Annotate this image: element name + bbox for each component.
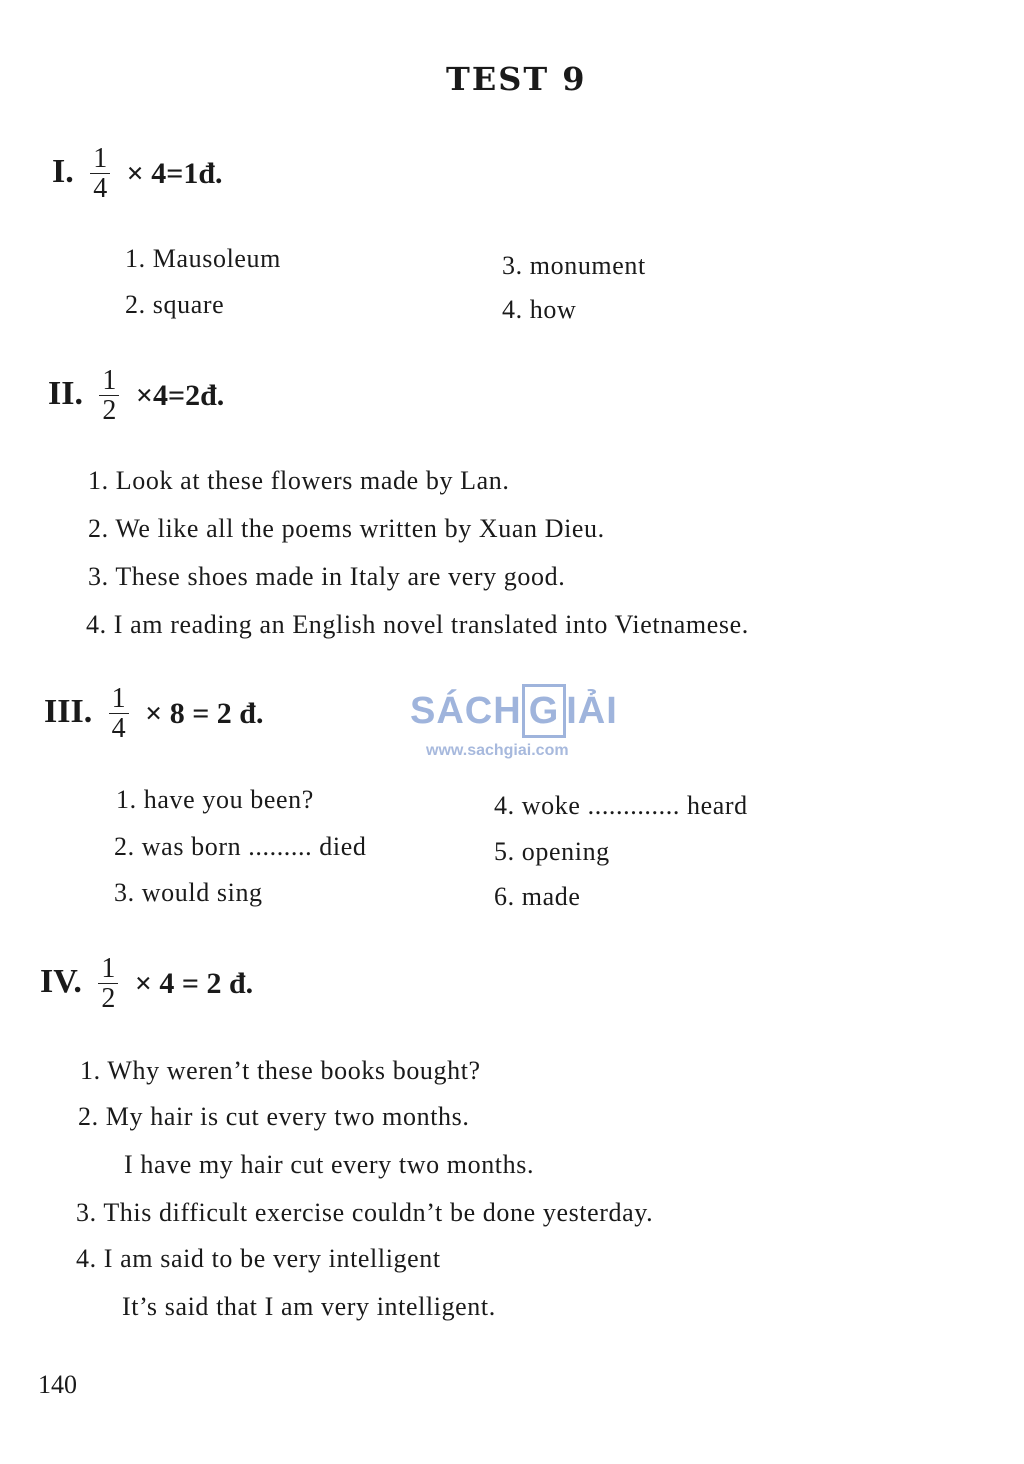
section-4-item: 3. This difficult exercise couldn’t be done yesterday.	[76, 1198, 654, 1227]
section-2-item: 4. I am reading an English novel translated into Vietnamese.	[86, 610, 749, 639]
section-4-item: I have my hair cut every two months.	[124, 1150, 535, 1179]
section-3-frac-numerator: 1	[109, 684, 129, 714]
section-3-heading	[44, 684, 263, 744]
section-2-heading	[48, 366, 224, 426]
section-1-item: 3. monument	[502, 251, 646, 280]
section-3-frac-denominator: 4	[111, 713, 126, 745]
section-1-item: 2. square	[125, 290, 225, 319]
section-3-item: 4. woke ............. heard	[494, 791, 748, 820]
section-3-item: 2. was born ......... died	[114, 832, 367, 861]
section-4-roman: IV.	[40, 962, 82, 1000]
section-2-fraction	[99, 366, 119, 426]
section-2-item: 1. Look at these flowers made by Lan.	[88, 466, 510, 495]
section-1-item: 1. Mausoleum	[125, 244, 281, 273]
section-3-roman: III.	[44, 692, 93, 730]
watermark-box-letter: G	[522, 684, 567, 738]
section-4-heading	[40, 954, 253, 1014]
watermark-left-text: SÁCH	[410, 690, 522, 732]
section-3-item: 6. made	[494, 882, 581, 911]
section-3-item: 3. would sing	[114, 878, 263, 907]
section-4-formula: × 4 = 2 đ.	[134, 966, 254, 1000]
section-2-item: 3. These shoes made in Italy are very good.	[88, 562, 566, 591]
section-1-heading	[52, 144, 223, 204]
section-3-item: 5. opening	[494, 837, 610, 866]
section-4-item: 4. I am said to be very intelligent	[76, 1244, 441, 1273]
page-title: TEST 9	[446, 60, 587, 98]
section-1-fraction	[90, 144, 110, 204]
section-1-frac-denominator: 4	[93, 173, 108, 205]
section-3-fraction	[109, 684, 129, 744]
section-2-item: 2. We like all the poems written by Xuan Dieu.	[88, 514, 605, 543]
section-3-formula: × 8 = 2 đ.	[145, 696, 264, 730]
section-4-item: 2. My hair is cut every two months.	[78, 1102, 470, 1131]
section-2-formula: ×4=2đ.	[135, 378, 225, 412]
watermark-logo	[410, 684, 620, 784]
section-1-frac-numerator: 1	[90, 144, 110, 174]
section-4-frac-denominator: 2	[101, 983, 116, 1015]
section-1-formula: × 4=1đ.	[126, 156, 223, 190]
section-2-roman: II.	[48, 374, 83, 412]
page-number: 140	[38, 1370, 77, 1399]
section-2-frac-numerator: 1	[99, 366, 119, 396]
section-4-frac-numerator: 1	[98, 954, 118, 984]
section-3-item: 1. have you been?	[116, 785, 314, 814]
section-1-item: 4. how	[502, 295, 577, 324]
section-4-fraction	[98, 954, 118, 1014]
section-2-frac-denominator: 2	[102, 395, 117, 427]
watermark-url: www.sachgiai.com	[426, 742, 569, 759]
section-4-item: 1. Why weren’t these books bought?	[80, 1056, 481, 1085]
watermark-right-text: IẢI	[566, 690, 618, 732]
section-1-roman: I.	[52, 152, 74, 190]
section-4-item: It’s said that I am very intelligent.	[122, 1292, 496, 1321]
